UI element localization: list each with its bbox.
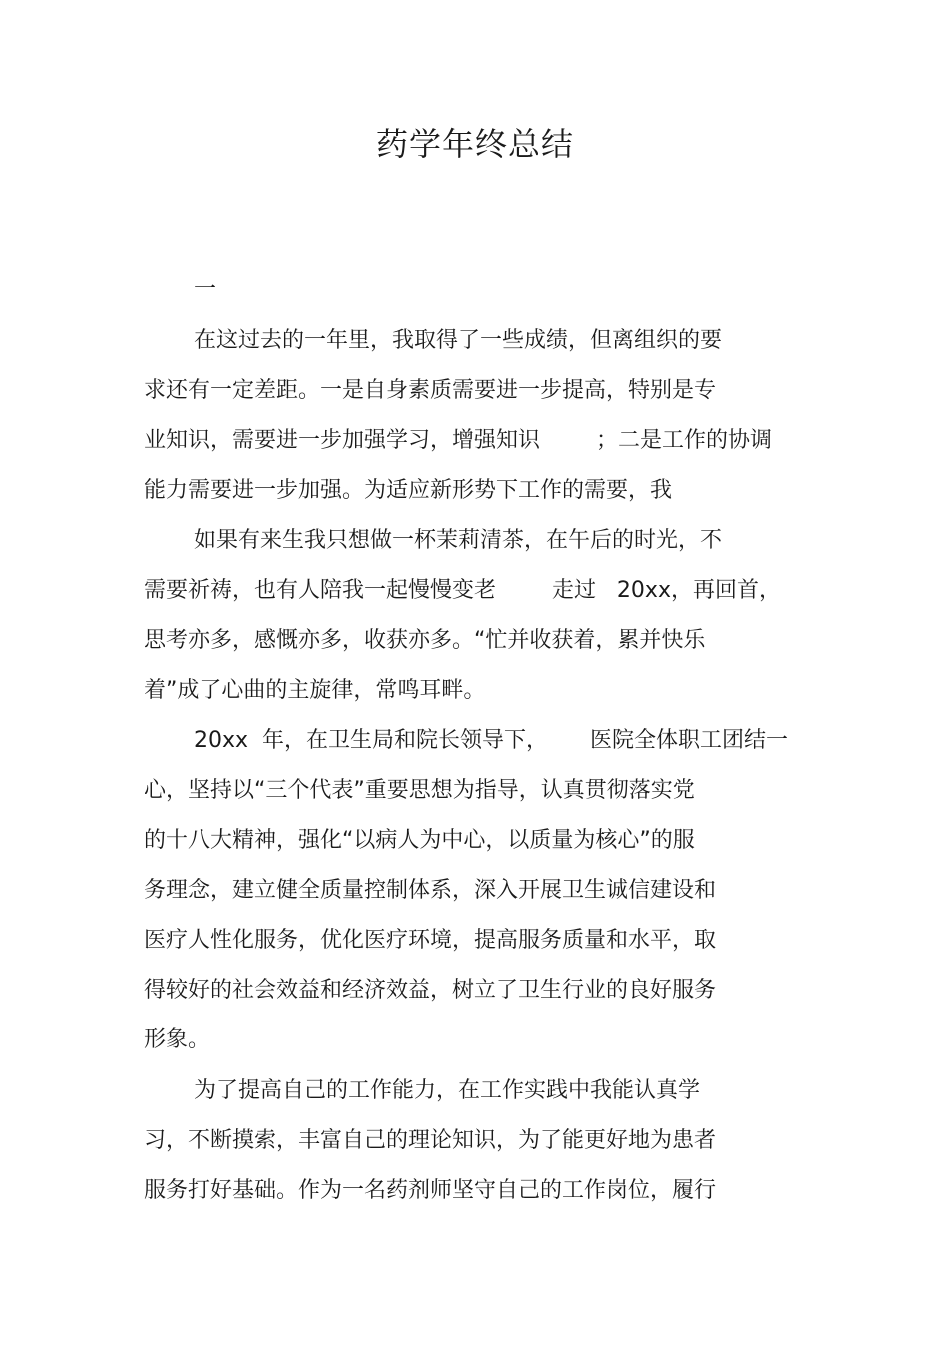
paragraph-line: 能力需要进一步加强。为适应新形势下工作的需要，我 bbox=[144, 478, 673, 503]
paragraph-line: 的十八大精神，强化“以病人为中心，以质量为核心”的服 bbox=[144, 828, 695, 853]
paragraph-line: 心，坚持以“三个代表”重要思想为指导，认真贯彻落实党 bbox=[144, 778, 695, 803]
paragraph-line: 如果有来生我只想做一杯茉莉清茶，在午后的时光，不 bbox=[194, 528, 723, 553]
paragraph-line: 20xx 年，在卫生局和院长领导下， 医院全体职工团结一 bbox=[194, 728, 788, 753]
paragraph-line: 形象。 bbox=[144, 1027, 211, 1052]
paragraph-line: 服务打好基础。作为一名药剂师坚守自己的工作岗位，履行 bbox=[144, 1178, 717, 1203]
document-title: 药学年终总结 bbox=[375, 125, 574, 163]
paragraph-line: 在这过去的一年里，我取得了一些成绩，但离组织的要 bbox=[194, 328, 723, 353]
paragraph-line: 医疗人性化服务，优化医疗环境，提高服务质量和水平，取 bbox=[144, 928, 717, 953]
paragraph-line: 务理念，建立健全质量控制体系，深入开展卫生诚信建设和 bbox=[144, 878, 717, 903]
paragraph-line: 为了提高自己的工作能力，在工作实践中我能认真学 bbox=[194, 1078, 701, 1103]
paragraph-line: 业知识，需要进一步加强学习，增强知识 ；二是工作的协调 bbox=[144, 428, 772, 453]
paragraph-line: 思考亦多，感慨亦多，收获亦多。“忙并收获着，累并快乐 bbox=[144, 628, 706, 653]
section-marker: 一 bbox=[194, 277, 217, 302]
paragraph-line: 需要祈祷，也有人陪我一起慢慢变老 走过 20xx，再回首， bbox=[144, 578, 781, 603]
paragraph-line: 着”成了心曲的主旋律，常鸣耳畔。 bbox=[144, 678, 486, 703]
paragraph-line: 求还有一定差距。一是自身素质需要进一步提高，特别是专 bbox=[144, 378, 717, 403]
paragraph-line: 得较好的社会效益和经济效益，树立了卫生行业的良好服务 bbox=[144, 978, 717, 1003]
paragraph-line: 习，不断摸索，丰富自己的理论知识，为了能更好地为患者 bbox=[144, 1128, 717, 1153]
